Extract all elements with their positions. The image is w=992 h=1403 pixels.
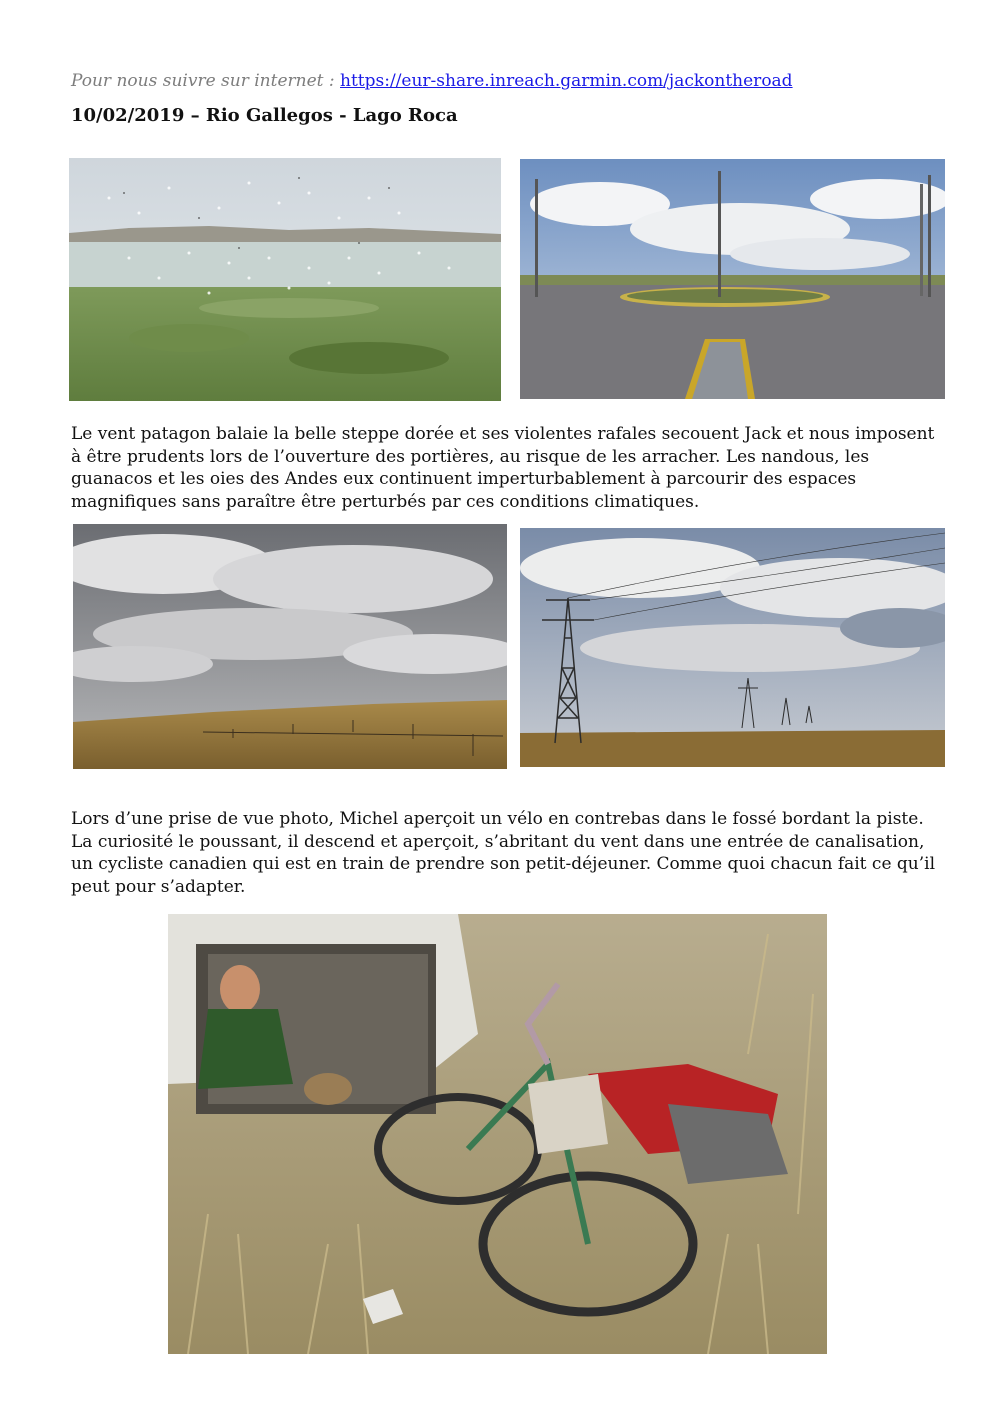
photo-roundabout [520, 159, 945, 399]
photo-cloudy-steppe [73, 524, 507, 769]
paragraph-cyclist: Lors d’une prise de vue photo, Michel aperçoit un vélo en contrebas dans le fossé bordant la piste. La curiosité le poussant, il descend et aperçoit, s’abritant du vent dans une entrée de canalisation, un cycliste canadien qui est en train de prendre son petit-déjeuner. Comme quoi chacun fait ce qu’il peut pour s’adapter. [71, 809, 936, 897]
photo-birds-marsh [69, 158, 501, 401]
entry-date-title: 10/02/2019 – Rio Gallegos - Lago Roca [71, 105, 458, 126]
follow-label: Pour nous suivre sur internet : [71, 71, 335, 91]
follow-line [71, 69, 793, 93]
photo-power-pylons [520, 528, 945, 767]
tracking-link[interactable]: https://eur-share.inreach.garmin.com/jackontheroad [340, 71, 793, 91]
paragraph-steppe-wind: Le vent patagon balaie la belle steppe dorée et ses violentes rafales secouent Jack et nous imposent à être prudents lors de l’ouverture des portières, au risque de les arracher. Les nandous, les guanacos et les oies des Andes eux continuent imperturbablement à parcourir des espaces magnifiques sans paraître être perturbés par ces conditions climatiques. [71, 424, 935, 512]
photo-cyclist-culvert [168, 914, 827, 1354]
